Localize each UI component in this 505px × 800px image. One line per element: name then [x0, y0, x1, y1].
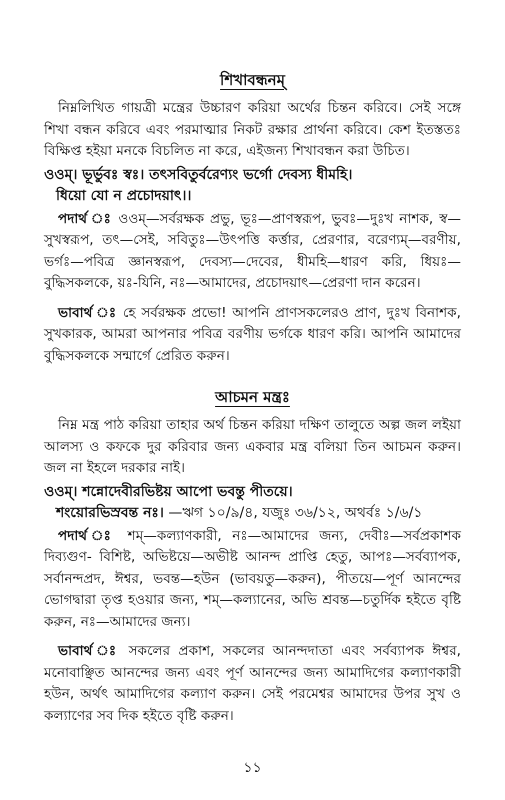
achaman-mantra-line-2: শংয়োরভিস্রবন্ত নঃ। — [56, 504, 164, 521]
padartha-paragraph-1 — [44, 209, 461, 295]
intro-paragraph-achaman: নিম্ন মন্ত্র পাঠ করিয়া তাহার অর্থ চিন্তন করিয়া দক্ষিণ তালুতে অল্প জল লইয়া আলস্য ও কফকে দুর করিবার জন্য একবার মন্ত্র বলিয়া তিন আচমন করুন। জল না ইহলে দরকার নাই। — [44, 417, 461, 476]
padartha-label: পদার্থ ঃ — [58, 210, 113, 227]
padartha-text-2: শম্—কল্যাণকারী, নঃ—আমাদের জন্য, দেবীঃ—সর্বপ্রকাশক দিব্যগুণ- বিশিষ্ট, অভিষ্টয়ে—অভীষ্ট আনন্দ প্রাপ্তি হেতু, আপঃ—সর্বব্যাপক, সর্বানন্দপ্রদ, ঈশ্বর, ভবন্ত—হউন (ভাবয়তু—করুন), পীতয়ে—পূর্ণ আনন্দের ভোগদ্বারা তৃপ্ত হওয়ার জন্য, শম্—কল্যানের, অভি শ্রবন্ত—চতুর্দিক হইতে বৃষ্টি করুন, নঃ—আমাদের জন্য। — [44, 527, 461, 630]
bhavartha-paragraph-1 — [44, 303, 461, 368]
section-heading-shikhabandhan: শিখাবন্ধনম্ — [220, 71, 285, 89]
bhavartha-text-2: সকলের প্রকাশ, সকলের আনন্দদাতা এবং সর্বব্যাপক ঈশ্বর, মনোবাঞ্ছিত আনন্দের জন্য এবং পূর্ণ আনন্দের জন্য আমাদিগের কল্যাণকারী হউন, অর্থৎ আমাদিগের কল্যাণ করুন। সেই পরমেশ্বর আমাদের উপর সুখ ও কল্যাণের সব দিক হইতে বৃষ্টি করুন। — [44, 643, 461, 724]
padartha-paragraph-2 — [44, 526, 461, 634]
padartha-text: ওওম্—সর্বরক্ষক প্রভু, ভূঃ—প্রাণস্বরূপ, ভুবঃ—দুঃখ নাশক, স্ব—সুখস্বরূপ, তৎ—সেই, সবিতুঃ—উৎপত্তি কর্ত্তার, প্রেরণার, বরেণ্যম্—বরণীয়, ভর্গঃ—পবিত্র জ্ঞানস্বরূপ, দেবস্য—দেবের, ধীমহি—ধারণ করি, ধিয়ঃ—বুদ্ধিসকলকে, য়ঃ-যিনি, নঃ—আমাদের, প্রচোদয়াৎ—প্রেরণা দান করেন। — [44, 210, 461, 291]
mantra-line-2: ধিয়ো যো ন প্রচোদয়াৎ।। — [56, 187, 192, 204]
gayatri-mantra — [44, 165, 461, 207]
achaman-mantra — [44, 482, 461, 524]
bhavartha-label-2: ভাবার্থ ঃ — [58, 643, 121, 659]
achaman-mantra-line-1: ওওম্। শন্নোদেবীরভিষ্টয় আপো ভবন্তু পীতয়ে। — [44, 483, 293, 500]
page-number: ১১ — [243, 760, 262, 776]
bhavartha-text: হে সর্বরক্ষক প্রভো! আপনি প্রাণসকলেরও প্রাণ, দুঃখ বিনাশক, সুখকারক, আমরা আপনার পবিত্র বরণীয় ভর্গকে ধারণ করি। আপনি আমাদের বুদ্ধিসকলকে সন্মার্গে প্রেরিত করুন। — [44, 304, 461, 364]
padartha-label-2: পদার্থ ঃ — [58, 527, 118, 544]
intro-paragraph-shikhabandhan: নিম্নলিখিত গায়ত্রী মন্ত্রের উচ্চারণ করিয়া অর্থের চিন্তন করিবে। সেই সঙ্গে শিখা বন্ধন করিবে এবং পরমাত্মার নিকট রক্ষার প্রার্থনা করিবে। কেশ ইতস্ততঃ বিক্ষিপ্ত হইয়া মনকে বিচলিত না করে, এইজন্য শিখাবন্ধন করা উচিত। — [44, 100, 461, 159]
mantra-line-1: ওওম্। ভূর্ভুবঃ স্বঃ। তৎসবিতুর্বরেণ্যং ভর্গো দেবস্য ধীমহি। — [44, 166, 353, 183]
mantra-reference: —ঋগ ১০/৯/৪, যজুঃ ৩৬/১২, অথর্বঃ ১/৬/১ — [163, 504, 423, 521]
section-heading-achaman: আচমন মন্ত্রঃ — [215, 388, 290, 406]
bhavartha-paragraph-2 — [44, 641, 461, 727]
achaman-mantra-line-2-with-ref — [44, 503, 461, 524]
bhavartha-label: ভাবার্থ ঃ — [58, 304, 118, 321]
